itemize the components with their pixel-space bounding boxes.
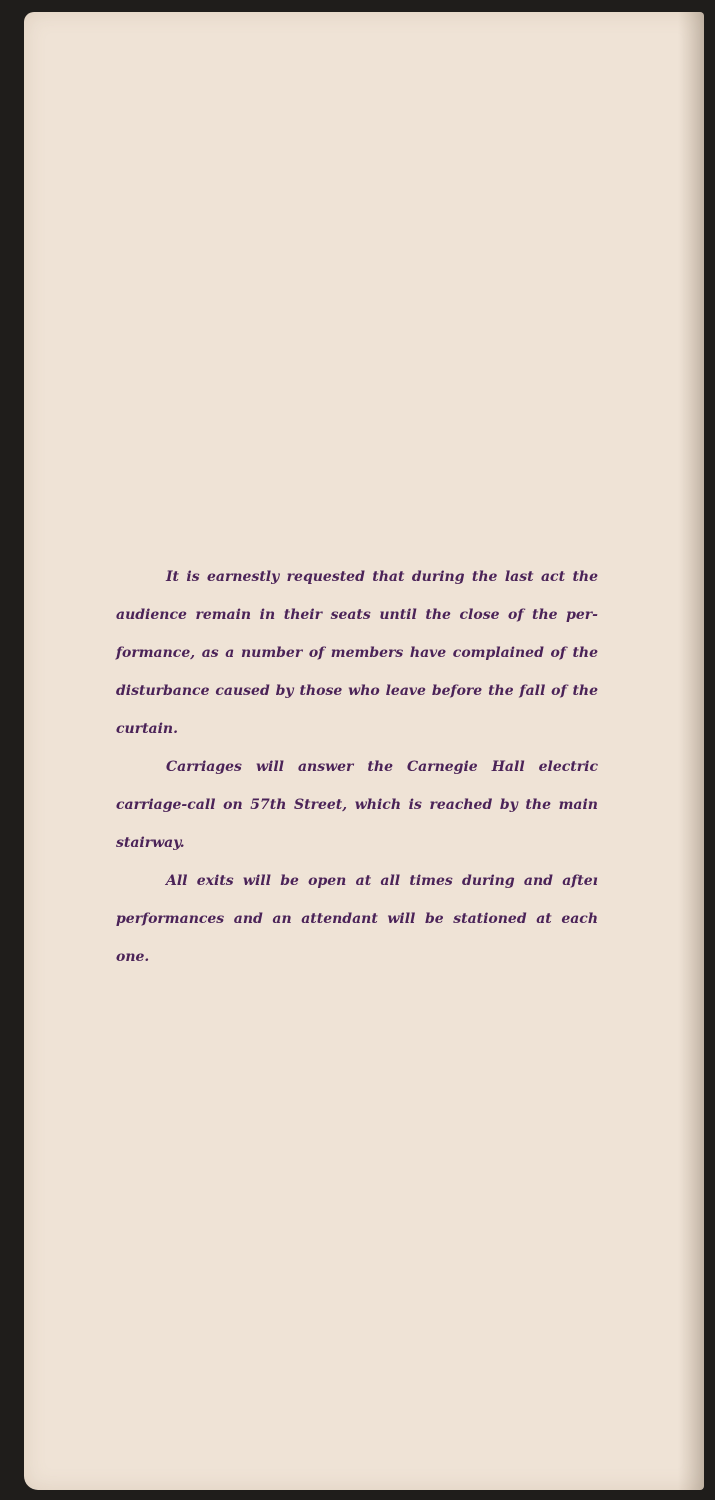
notice-paragraph-last-act: It is earnestly requested that during the last act the audience remain in their seats until the close of the per- formance, as a number of members have complained of the disturbance caused by those who leave before the fall of the curtain. <box>116 569 598 737</box>
audience-notice <box>116 558 598 976</box>
page-edge-shadow <box>678 12 704 1490</box>
notice-paragraph-carriages: Carriages will answer the Carnegie Hall electric carriage-call on 57th Street, which is reached by the main stairway. <box>116 759 598 851</box>
program-page <box>24 12 704 1490</box>
notice-paragraph-exits: All exits will be open at all times during and afteı performances and an attendant will be stationed at each one. <box>116 873 598 965</box>
